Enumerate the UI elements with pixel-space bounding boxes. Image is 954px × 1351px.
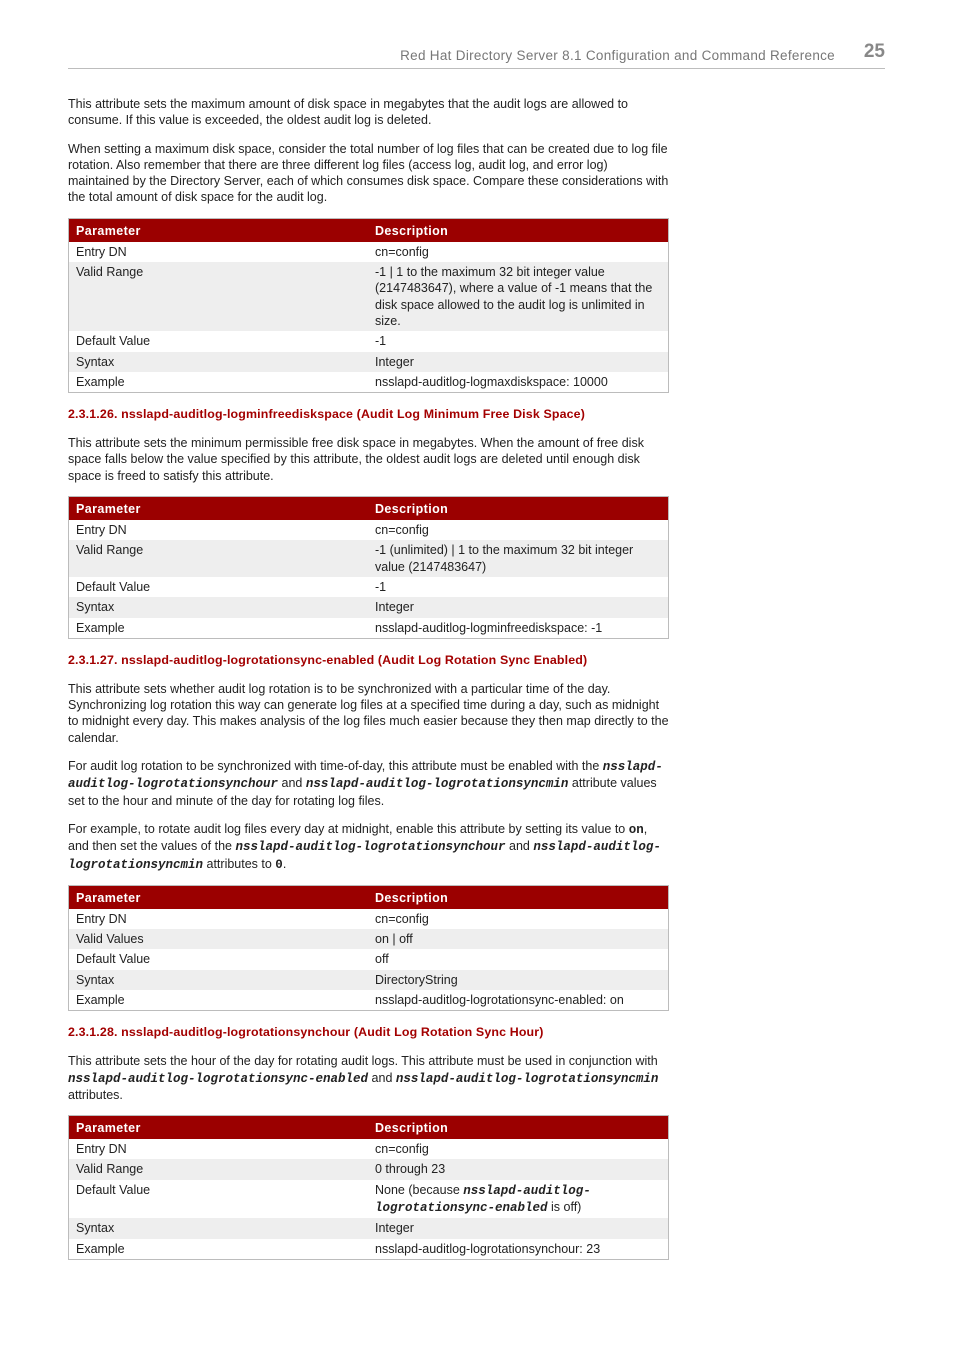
- desc-cell: Integer: [368, 597, 669, 617]
- param-cell: Default Value: [76, 952, 151, 967]
- desc-header: Description: [368, 1116, 669, 1140]
- table-row: [69, 262, 669, 331]
- page-content: [68, 96, 669, 1274]
- sec27-paragraph-2: [68, 758, 669, 809]
- text-run: , and then set the values of the: [68, 821, 648, 854]
- intro-paragraph-1: This attribute sets the maximum amount of disk space in megabytes that the audit logs are allowed to consume. If this value is exceeded, the oldest audit log is deleted.: [68, 97, 629, 128]
- param-cell: Example: [76, 992, 125, 1007]
- table-row: [69, 372, 669, 393]
- value-literal: 0: [275, 857, 283, 872]
- logminfreediskspace-table: [68, 496, 669, 639]
- page-header: [68, 41, 885, 69]
- desc-cell: -1: [375, 579, 387, 594]
- logmaxdiskspace-table: [68, 218, 669, 393]
- param-header: Parameter: [69, 1116, 369, 1140]
- table-row: [69, 990, 669, 1011]
- desc-cell: nsslapd-auditlog-logmaxdiskspace: 10000: [375, 374, 608, 389]
- table-row: [69, 1180, 669, 1219]
- desc-cell: Integer: [368, 1218, 669, 1238]
- table-row: [69, 618, 669, 639]
- text-run: and: [368, 1070, 396, 1085]
- table-row: [69, 520, 669, 540]
- table-row: [69, 1159, 669, 1179]
- section-heading-26: 2.3.1.26. nsslapd-auditlog-logminfreediskspace (Audit Log Minimum Free Disk Space): [68, 407, 585, 422]
- logrotationsynchour-table: [68, 1115, 669, 1260]
- text-run: This attribute sets the hour of the day for rotating audit logs. This attribute must be used in conjunction with: [68, 1054, 658, 1069]
- text-run: None (because: [375, 1182, 464, 1197]
- desc-header: Description: [368, 218, 669, 242]
- table-row: [69, 352, 669, 372]
- desc-cell: nsslapd-auditlog-logrotationsynchour: 23: [375, 1241, 601, 1256]
- text-run: attributes.: [68, 1087, 123, 1102]
- desc-cell: nsslapd-auditlog-logminfreediskspace: -1: [375, 620, 603, 635]
- desc-cell: cn=config: [375, 244, 429, 259]
- param-cell: Syntax: [69, 597, 369, 617]
- desc-cell: Integer: [368, 352, 669, 372]
- param-cell: Example: [76, 1241, 125, 1256]
- text-run: and: [505, 839, 534, 854]
- text-run: For example, to rotate audit log files every day at midnight, enable this attribute by setting its value to: [68, 821, 629, 836]
- param-cell: Example: [76, 374, 125, 389]
- param-cell: Example: [76, 620, 125, 635]
- param-cell: Valid Range: [69, 540, 369, 577]
- attribute-name: nsslapd-auditlog-logrotationsyncmin: [395, 1071, 659, 1086]
- section-heading-27: 2.3.1.27. nsslapd-auditlog-logrotationsync-enabled (Audit Log Rotation Sync Enabled): [68, 652, 588, 667]
- param-cell: Entry DN: [76, 523, 127, 538]
- desc-header: Description: [368, 497, 669, 521]
- param-cell: Default Value: [76, 1182, 151, 1197]
- text-run: and: [278, 776, 306, 791]
- value-literal: on: [628, 822, 644, 837]
- attribute-name: nsslapd-auditlog-logrotationsynchour: [68, 760, 663, 792]
- table-row: [69, 1139, 669, 1159]
- table-row: [69, 970, 669, 990]
- desc-cell: cn=config: [375, 1142, 429, 1157]
- page-number: 25: [863, 41, 885, 62]
- table-row: [69, 597, 669, 617]
- desc-cell: cn=config: [375, 523, 429, 538]
- desc-cell: DirectoryString: [368, 970, 669, 990]
- param-cell: Syntax: [69, 352, 369, 372]
- desc-cell: 0 through 23: [368, 1159, 669, 1179]
- sec27-paragraph-3: [68, 821, 669, 873]
- desc-cell: cn=config: [375, 911, 429, 926]
- param-header: Parameter: [69, 218, 369, 242]
- desc-cell: nsslapd-auditlog-logrotationsync-enabled: on: [375, 992, 624, 1007]
- table-row: [69, 577, 669, 597]
- table-row: [69, 949, 669, 969]
- text-run: .: [282, 856, 287, 871]
- attribute-name: nsslapd-auditlog-logrotationsync-enabled: [375, 1183, 591, 1216]
- desc-cell: on | off: [368, 929, 669, 949]
- attribute-name: nsslapd-auditlog-logrotationsyncmin: [305, 777, 569, 792]
- logrotationsync-enabled-table: [68, 885, 669, 1011]
- section-heading-28: 2.3.1.28. nsslapd-auditlog-logrotationsynchour (Audit Log Rotation Sync Hour): [68, 1025, 544, 1040]
- intro-paragraph-2: When setting a maximum disk space, consider the total number of log files that can be created due to log file rotation. Also remember that there are three different log files (access log, audit log, and error log) maintained by the Directory Server, each of which consumes disk space. Compare these considerations with the total amount of disk space for the audit log.: [68, 141, 669, 205]
- sec28-paragraph: [68, 1053, 669, 1103]
- param-cell: Default Value: [76, 579, 151, 594]
- desc-cell: -1: [375, 334, 387, 349]
- param-header: Parameter: [69, 497, 369, 521]
- param-cell: Default Value: [76, 334, 151, 349]
- text-run: For audit log rotation to be synchronized with time-of-day, this attribute must be enabled with the: [68, 759, 603, 774]
- text-run: attribute values set to the hour and minute of the day for rotating log files.: [68, 776, 657, 808]
- table-row: [69, 540, 669, 577]
- param-cell: Entry DN: [76, 1142, 127, 1157]
- table-row: [69, 929, 669, 949]
- table-row: [69, 1239, 669, 1260]
- table-row: [69, 242, 669, 262]
- sec27-paragraph-1: This attribute sets whether audit log rotation is to be synchronized with a particular time of the day. Synchronizing log rotation this way can generate log files at a specified time during a day, such as midnight to midnight every day. This makes analysis of the log files much easier because they then map directly to the calendar.: [68, 681, 669, 745]
- param-cell: Entry DN: [76, 911, 127, 926]
- table-row: [69, 1218, 669, 1238]
- desc-header: Description: [368, 885, 669, 909]
- param-header: Parameter: [69, 885, 369, 909]
- desc-cell: -1 | 1 to the maximum 32 bit integer value (2147483647), where a value of -1 means that the disk space allowed to the audit log is unlimited in size.: [368, 262, 669, 331]
- text-run: is off): [547, 1200, 582, 1215]
- param-cell: Syntax: [69, 1218, 369, 1238]
- attribute-name: nsslapd-auditlog-logrotationsync-enabled: [68, 1071, 369, 1086]
- attribute-name: nsslapd-auditlog-logrotationsyncmin: [68, 840, 661, 872]
- document-title: Red Hat Directory Server 8.1 Configuration and Command Reference: [400, 48, 835, 63]
- param-cell: Valid Range: [69, 1159, 369, 1179]
- attribute-name: nsslapd-auditlog-logrotationsynchour: [235, 840, 506, 855]
- desc-cell: -1 (unlimited) | 1 to the maximum 32 bit integer value (2147483647): [368, 540, 669, 577]
- param-cell: Entry DN: [76, 244, 127, 259]
- desc-cell: [368, 1180, 669, 1219]
- param-cell: Syntax: [69, 970, 369, 990]
- param-cell: Valid Values: [69, 929, 369, 949]
- table-row: [69, 909, 669, 929]
- table-row: [69, 331, 669, 351]
- desc-cell: off: [375, 952, 389, 967]
- sec26-paragraph: This attribute sets the minimum permissible free disk space in megabytes. When the amount of free disk space falls below the value specified by this attribute, the oldest audit logs are deleted until enough disk space is freed to satisfy this attribute.: [68, 436, 644, 483]
- text-run: attributes to: [203, 856, 276, 871]
- param-cell: Valid Range: [69, 262, 369, 331]
